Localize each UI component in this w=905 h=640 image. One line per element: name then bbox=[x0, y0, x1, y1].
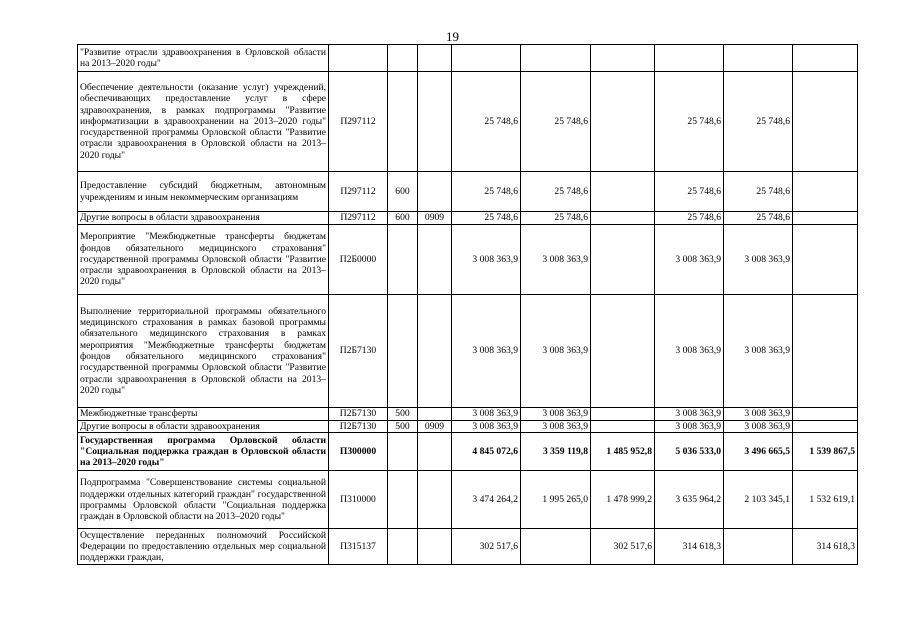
row-section-code bbox=[418, 295, 452, 408]
row-description: Другие вопросы в области здравоохранения bbox=[78, 212, 329, 225]
row-amount-5: 2 103 345,1 bbox=[724, 471, 793, 529]
row-amount-2: 3 359 119,8 bbox=[521, 433, 591, 471]
row-amount-6 bbox=[793, 45, 858, 72]
row-description: Мероприятие "Межбюджетные трансферты бюджетам фондов обязательного медицинского страхования" государственной программы Орловской области "Развитие отрасли здравоохранения в Орловской области на 2013–2020 годы" bbox=[78, 225, 329, 295]
table-row bbox=[78, 433, 858, 471]
row-amount-5: 3 008 363,9 bbox=[724, 225, 793, 295]
table-row bbox=[78, 72, 858, 172]
row-section-code bbox=[418, 45, 452, 72]
row-amount-3 bbox=[591, 421, 655, 433]
row-section-code bbox=[418, 72, 452, 172]
row-amount-4: 25 748,6 bbox=[655, 72, 724, 172]
row-amount-2: 3 008 363,9 bbox=[521, 408, 591, 421]
row-target-code: П2Б7130 bbox=[329, 295, 388, 408]
row-amount-6: 314 618,3 bbox=[793, 529, 858, 565]
row-amount-2: 3 008 363,9 bbox=[521, 421, 591, 433]
row-amount-3: 302 517,6 bbox=[591, 529, 655, 565]
row-amount-2: 25 748,6 bbox=[521, 212, 591, 225]
table-row bbox=[78, 295, 858, 408]
row-amount-1 bbox=[452, 45, 521, 72]
row-target-code: П297112 bbox=[329, 72, 388, 172]
row-amount-5 bbox=[724, 529, 793, 565]
row-amount-1: 3 474 264,2 bbox=[452, 471, 521, 529]
row-amount-1: 25 748,6 bbox=[452, 172, 521, 212]
row-amount-4: 3 008 363,9 bbox=[655, 421, 724, 433]
row-description: Предоставление субсидий бюджетным, автономным учреждениям и иным некоммерческим организациям bbox=[78, 172, 329, 212]
row-amount-1: 3 008 363,9 bbox=[452, 295, 521, 408]
row-amount-2: 25 748,6 bbox=[521, 72, 591, 172]
row-amount-4: 3 635 964,2 bbox=[655, 471, 724, 529]
row-amount-5: 25 748,6 bbox=[724, 72, 793, 172]
table-row bbox=[78, 408, 858, 421]
row-description: Обеспечение деятельности (оказание услуг) учреждений, обеспечивающих предоставление услуг в сфере здравоохранения, в рамках подпрограммы "Развитие информатизации в здравоохранении на 2013–2020 годы" государственной программы Орловской области "Развитие отрасли здравоохранения в Орловской области на 2013–2020 годы" bbox=[78, 72, 329, 172]
row-target-code: П2Б7130 bbox=[329, 421, 388, 433]
table-row bbox=[78, 45, 858, 72]
row-amount-4: 25 748,6 bbox=[655, 172, 724, 212]
row-amount-5 bbox=[724, 45, 793, 72]
table-row bbox=[78, 421, 858, 433]
row-expense-type bbox=[388, 72, 418, 172]
row-amount-5: 3 008 363,9 bbox=[724, 421, 793, 433]
row-amount-2: 3 008 363,9 bbox=[521, 225, 591, 295]
row-amount-2: 1 995 265,0 bbox=[521, 471, 591, 529]
row-amount-6 bbox=[793, 225, 858, 295]
row-amount-2: 25 748,6 bbox=[521, 172, 591, 212]
row-description: Выполнение территориальной программы обязательного медицинского страхования в рамках базовой программы обязательного медицинского страхования в рамках мероприятия "Межбюджетные трансферты бюджетам фондов обязательного медицинского страхования" государственной программы Орловской области "Развитие отрасли здравоохранения в Орловской области на 2013–2020 годы" bbox=[78, 295, 329, 408]
row-target-code: П297112 bbox=[329, 172, 388, 212]
row-target-code: П2Б0000 bbox=[329, 225, 388, 295]
row-amount-4: 3 008 363,9 bbox=[655, 408, 724, 421]
row-amount-6: 1 539 867,5 bbox=[793, 433, 858, 471]
row-expense-type: 500 bbox=[388, 408, 418, 421]
table-row bbox=[78, 172, 858, 212]
row-amount-6 bbox=[793, 212, 858, 225]
table-row bbox=[78, 471, 858, 529]
row-expense-type: 600 bbox=[388, 212, 418, 225]
row-expense-type: 500 bbox=[388, 421, 418, 433]
row-amount-3 bbox=[591, 45, 655, 72]
row-description: "Развитие отрасли здравоохранения в Орловской области на 2013–2020 годы" bbox=[78, 45, 329, 72]
row-amount-3: 1 485 952,8 bbox=[591, 433, 655, 471]
row-amount-2: 3 008 363,9 bbox=[521, 295, 591, 408]
row-section-code bbox=[418, 529, 452, 565]
row-target-code bbox=[329, 45, 388, 72]
row-amount-3 bbox=[591, 172, 655, 212]
row-expense-type bbox=[388, 45, 418, 72]
row-expense-type: 600 bbox=[388, 172, 418, 212]
row-amount-4: 314 618,3 bbox=[655, 529, 724, 565]
row-amount-4: 3 008 363,9 bbox=[655, 295, 724, 408]
row-section-code bbox=[418, 408, 452, 421]
budget-table bbox=[77, 44, 858, 565]
row-amount-5: 25 748,6 bbox=[724, 212, 793, 225]
row-expense-type bbox=[388, 471, 418, 529]
row-target-code: П310000 bbox=[329, 471, 388, 529]
row-amount-2 bbox=[521, 529, 591, 565]
row-description: Подпрограмма "Совершенствование системы социальной поддержки отдельных категорий граждан" государственной программы Орловской области "Социальная поддержка граждан в Орловской области на 2013–2020 годы" bbox=[78, 471, 329, 529]
row-amount-6 bbox=[793, 408, 858, 421]
row-amount-6 bbox=[793, 295, 858, 408]
row-expense-type bbox=[388, 225, 418, 295]
row-amount-1: 25 748,6 bbox=[452, 72, 521, 172]
row-amount-4 bbox=[655, 45, 724, 72]
row-amount-3 bbox=[591, 225, 655, 295]
row-description: Осуществление переданных полномочий Российской Федерации по предоставлению отдельных мер социальной поддержки граждан, bbox=[78, 529, 329, 565]
row-amount-6: 1 532 619,1 bbox=[793, 471, 858, 529]
row-amount-6 bbox=[793, 172, 858, 212]
row-amount-5: 3 008 363,9 bbox=[724, 408, 793, 421]
row-description: Межбюджетные трансферты bbox=[78, 408, 329, 421]
row-expense-type bbox=[388, 529, 418, 565]
page-number: 19 bbox=[446, 29, 459, 44]
table-row bbox=[78, 529, 858, 565]
row-section-code bbox=[418, 225, 452, 295]
row-amount-4: 25 748,6 bbox=[655, 212, 724, 225]
row-amount-1: 302 517,6 bbox=[452, 529, 521, 565]
row-amount-5: 25 748,6 bbox=[724, 172, 793, 212]
row-amount-1: 3 008 363,9 bbox=[452, 421, 521, 433]
row-amount-1: 3 008 363,9 bbox=[452, 225, 521, 295]
row-amount-4: 3 008 363,9 bbox=[655, 225, 724, 295]
row-section-code: 0909 bbox=[418, 212, 452, 225]
row-amount-3 bbox=[591, 408, 655, 421]
row-amount-4: 5 036 533,0 bbox=[655, 433, 724, 471]
row-section-code bbox=[418, 433, 452, 471]
row-amount-6 bbox=[793, 421, 858, 433]
row-amount-6 bbox=[793, 72, 858, 172]
row-section-code bbox=[418, 172, 452, 212]
row-amount-5: 3 496 665,5 bbox=[724, 433, 793, 471]
row-target-code: П315137 bbox=[329, 529, 388, 565]
row-amount-5: 3 008 363,9 bbox=[724, 295, 793, 408]
row-amount-3 bbox=[591, 212, 655, 225]
row-amount-3: 1 478 999,2 bbox=[591, 471, 655, 529]
row-amount-2 bbox=[521, 45, 591, 72]
table-row bbox=[78, 212, 858, 225]
row-section-code: 0909 bbox=[418, 421, 452, 433]
row-amount-1: 25 748,6 bbox=[452, 212, 521, 225]
row-target-code: П297112 bbox=[329, 212, 388, 225]
row-target-code: П2Б7130 bbox=[329, 408, 388, 421]
row-amount-3 bbox=[591, 72, 655, 172]
row-amount-1: 4 845 072,6 bbox=[452, 433, 521, 471]
row-target-code: П300000 bbox=[329, 433, 388, 471]
table-row bbox=[78, 225, 858, 295]
row-amount-1: 3 008 363,9 bbox=[452, 408, 521, 421]
row-description: Другие вопросы в области здравоохранения bbox=[78, 421, 329, 433]
row-expense-type bbox=[388, 433, 418, 471]
row-expense-type bbox=[388, 295, 418, 408]
row-description: Государственная программа Орловской области "Социальная поддержка граждан в Орловской области на 2013–2020 годы" bbox=[78, 433, 329, 471]
row-section-code bbox=[418, 471, 452, 529]
row-amount-3 bbox=[591, 295, 655, 408]
